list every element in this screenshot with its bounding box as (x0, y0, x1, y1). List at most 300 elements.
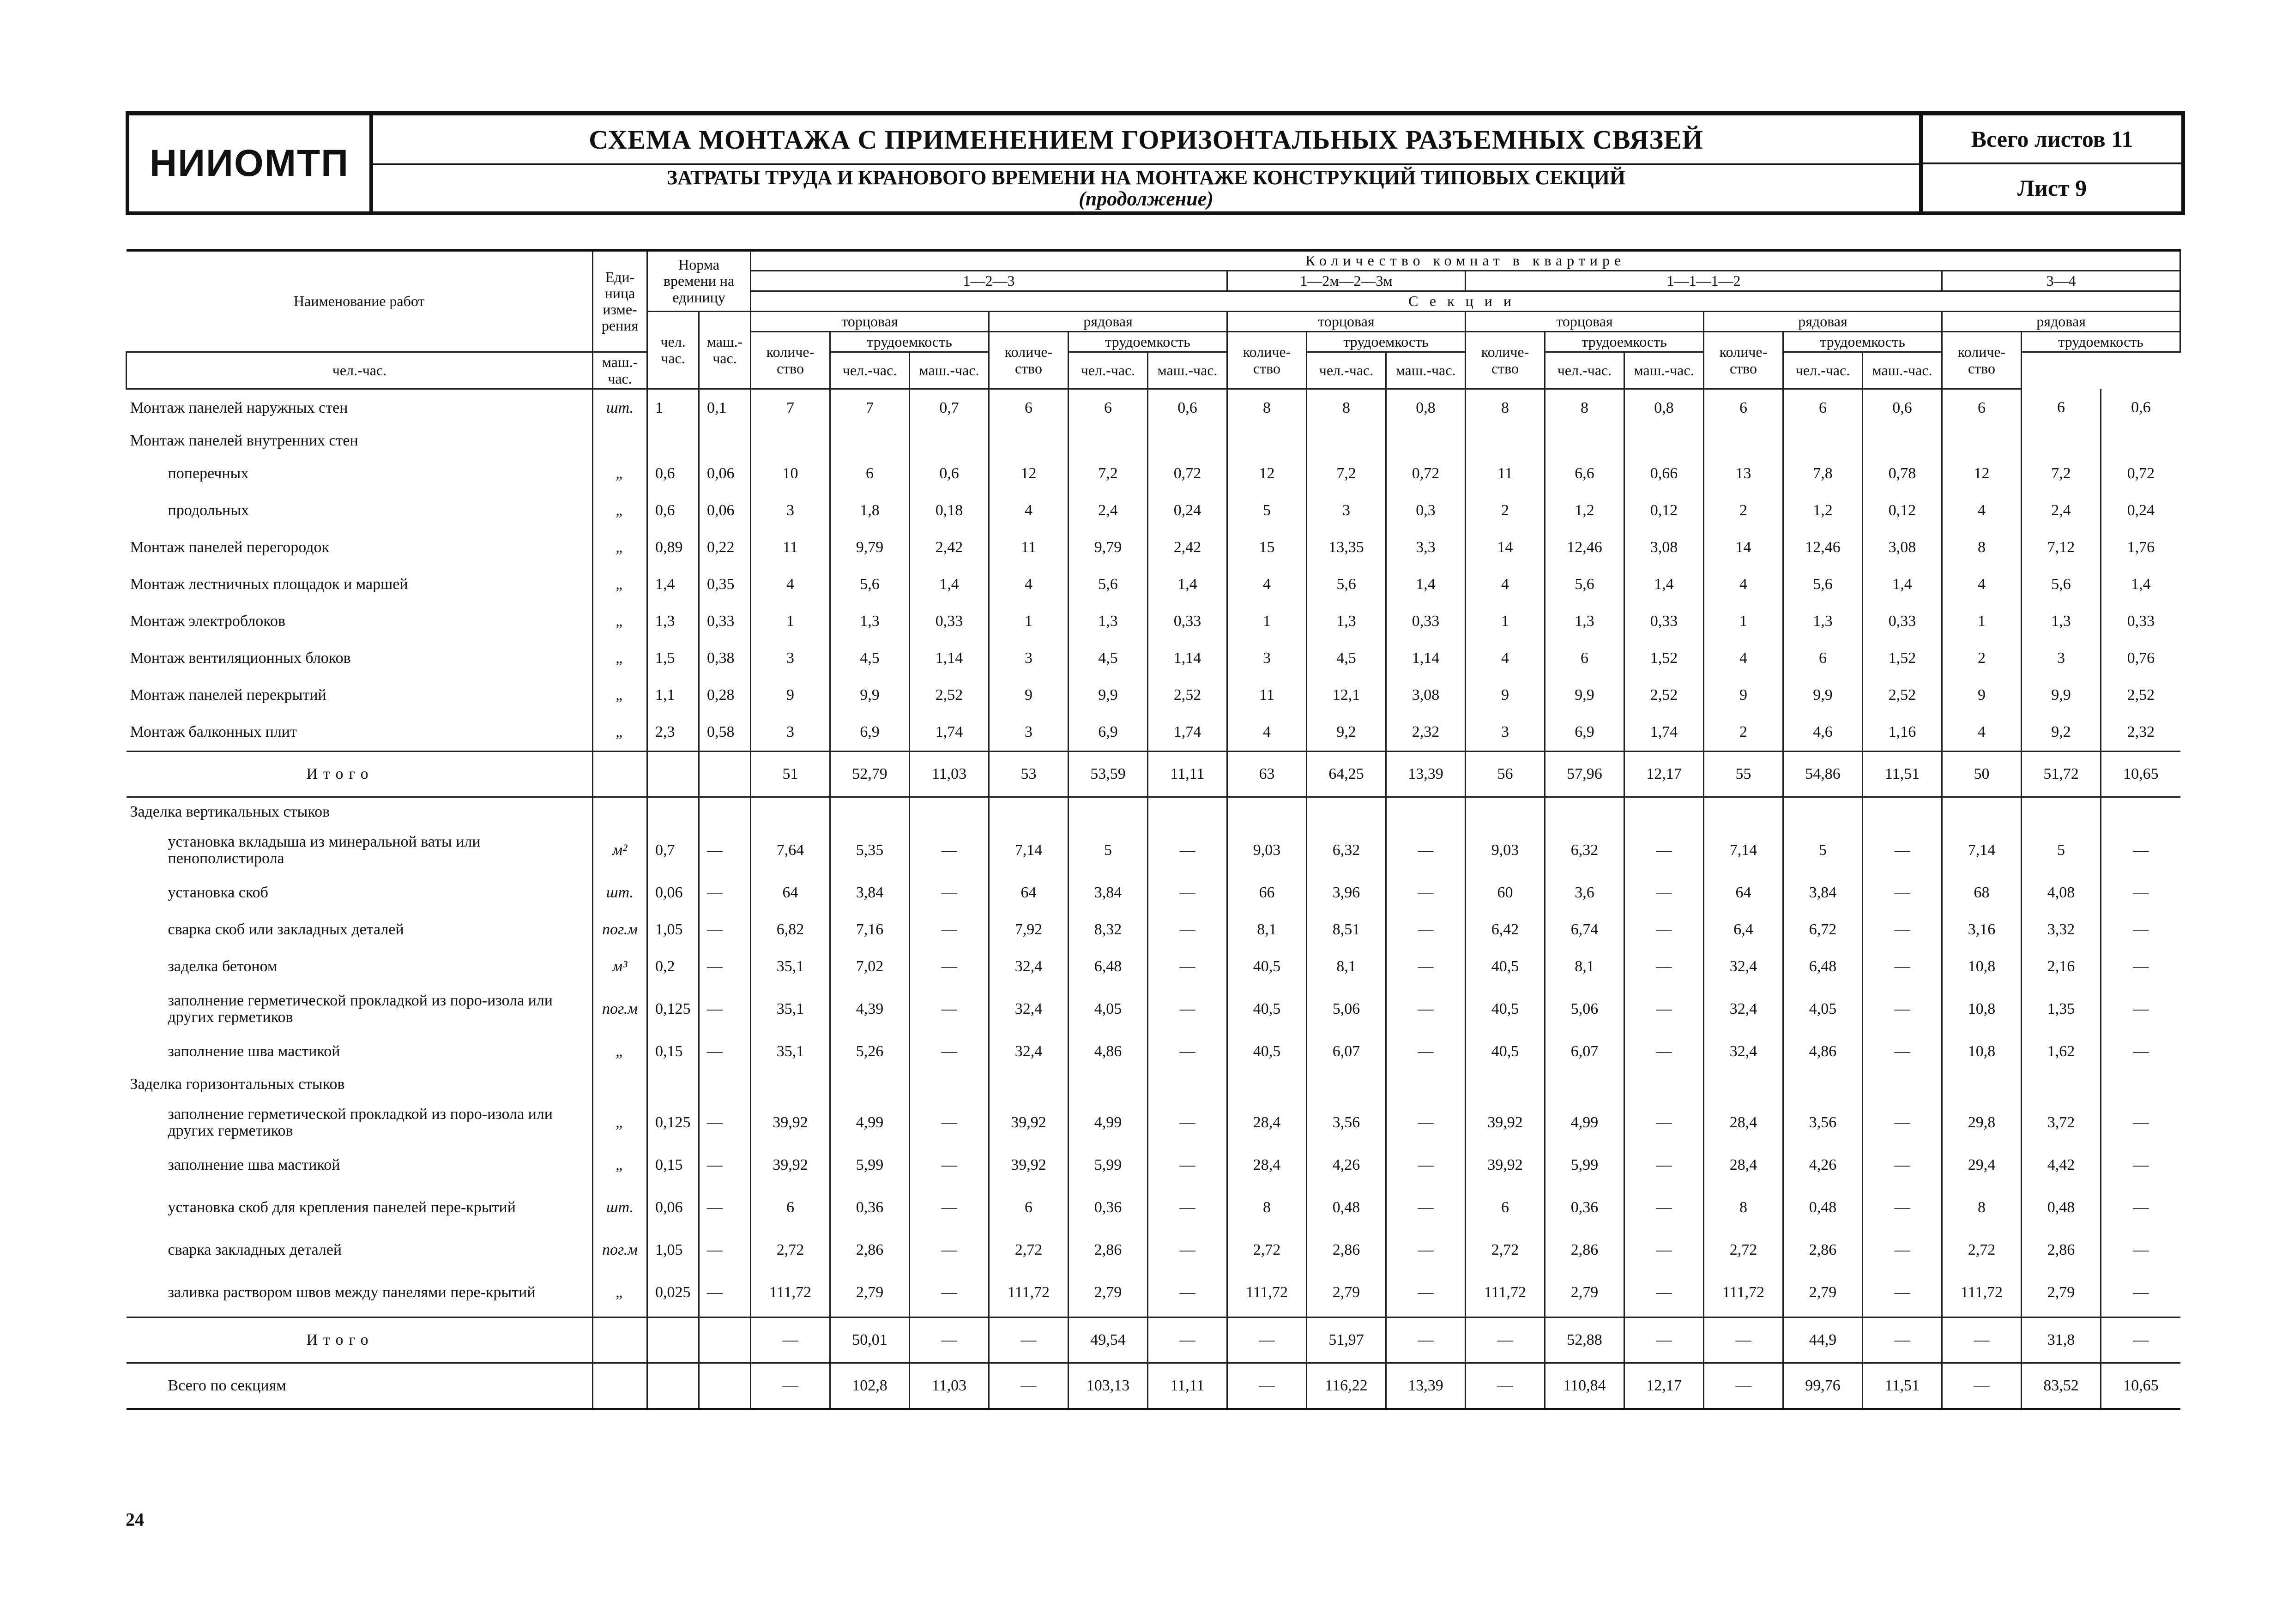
unit-cell: „ (593, 1269, 647, 1317)
labor-mach-cell: — (2101, 1033, 2180, 1070)
table-row (127, 529, 2180, 566)
labor-man-cell: 6,72 (1783, 911, 1863, 948)
qty-cell: 1 (751, 603, 830, 640)
qty-cell: 68 (1942, 874, 2022, 911)
labor-man-cell (830, 1070, 910, 1099)
qty-cell: 6 (1466, 1184, 1545, 1232)
qty-cell: 60 (1466, 874, 1545, 911)
labor-man-cell: 9,9 (1069, 677, 1148, 714)
work-name-cell: Монтаж балконных плит (130, 723, 297, 741)
section-type-6: рядовая (1942, 312, 2180, 332)
qty-cell: 9 (1942, 677, 2022, 714)
qty-cell: 39,92 (989, 1147, 1069, 1184)
norm-mach-cell (699, 1070, 751, 1099)
labor-man-cell (1069, 797, 1148, 827)
labor-mach-cell: — (910, 911, 989, 948)
labor-mach-cell: 10,65 (2101, 1363, 2180, 1409)
section-type-3: торцовая (1227, 312, 1466, 332)
labor-mach-cell: 1,14 (910, 640, 989, 677)
table-row (127, 1099, 2180, 1147)
qty-cell: 13 (1704, 455, 1783, 492)
qty-cell: — (1942, 1363, 2022, 1409)
labor-man-cell (2022, 427, 2101, 455)
qty-cell: 2,72 (989, 1232, 1069, 1269)
labor-mach-cell: — (1148, 1232, 1227, 1269)
labor-mach-cell: — (1863, 985, 1942, 1033)
qty-cell: 9 (1704, 677, 1783, 714)
labor-man-cell: 4,5 (830, 640, 910, 677)
labor-mach-header: маш.-час. (1863, 352, 1942, 389)
qty-cell (1942, 427, 2022, 455)
norm-man-cell: 1,1 (647, 677, 699, 714)
unit-cell (593, 797, 647, 827)
labor-man-cell: 54,86 (1783, 752, 1863, 797)
labor-mach-cell: — (1148, 948, 1227, 985)
norm-mach-cell: 0,58 (699, 714, 751, 752)
table-row (127, 455, 2180, 492)
labor-mach-cell: 0,18 (910, 492, 989, 529)
qty-cell: 50 (1942, 752, 2022, 797)
labor-man-cell (2022, 797, 2101, 827)
labor-mach-cell: — (1863, 1317, 1942, 1363)
labor-header: трудоемкость (2022, 332, 2180, 352)
labor-mach-cell: — (910, 985, 989, 1033)
title-block (126, 111, 2185, 215)
unit-cell (593, 1363, 647, 1409)
labor-mach-cell: 1,4 (2101, 566, 2180, 603)
qty-cell: 53 (989, 752, 1069, 797)
labor-mach-cell (1624, 797, 1704, 827)
work-name-cell: заливка раствором швов между панелями пере-крытий (168, 1284, 536, 1301)
unit-cell: м³ (593, 948, 647, 985)
labor-mach-cell (2101, 1070, 2180, 1099)
qty-cell: — (751, 1363, 830, 1409)
labor-man-cell: 7,8 (1783, 455, 1863, 492)
qty-header: количе-ство (1942, 332, 2022, 389)
labor-mach-cell: 11,03 (910, 752, 989, 797)
sheets-total: Всего листов 11 (1923, 115, 2181, 164)
group-header-3: 1—1—1—2 (1466, 271, 1942, 291)
unit-cell: пог.м (593, 985, 647, 1033)
labor-man-cell: 0,36 (1069, 1184, 1148, 1232)
section-type-2: рядовая (989, 312, 1227, 332)
rooms-header: Количество комнат в квартире (751, 251, 2180, 271)
labor-mach-cell: 0,72 (2101, 455, 2180, 492)
qty-cell: 8 (1227, 1184, 1307, 1232)
labor-man-cell (1545, 427, 1624, 455)
labor-man-cell: 6,9 (830, 714, 910, 752)
norm-man-cell: 2,3 (647, 714, 699, 752)
labor-man-cell: 2,79 (1545, 1269, 1624, 1317)
labor-man-cell: 4,08 (2022, 874, 2101, 911)
labor-man-cell: 4,6 (1783, 714, 1863, 752)
labor-man-cell: 2,86 (1307, 1232, 1386, 1269)
qty-cell: 11 (1466, 455, 1545, 492)
qty-cell (1227, 427, 1307, 455)
qty-cell: 3 (1227, 640, 1307, 677)
labor-man-cell: 12,46 (1545, 529, 1624, 566)
labor-mach-cell: 0,33 (1624, 603, 1704, 640)
labor-man-cell: 8,1 (1545, 948, 1624, 985)
qty-cell: 3,16 (1942, 911, 2022, 948)
labor-man-cell: 64,25 (1307, 752, 1386, 797)
qty-cell: 11 (751, 529, 830, 566)
qty-cell: 9 (1466, 677, 1545, 714)
labor-man-cell: 103,13 (1069, 1363, 1148, 1409)
qty-cell: 3 (751, 492, 830, 529)
labor-mach-cell: 0,6 (1148, 389, 1227, 427)
labor-mach-cell: — (1386, 985, 1466, 1033)
labor-man-cell (1307, 1070, 1386, 1099)
col-name-header: Наименование работ (127, 251, 593, 352)
qty-cell: 12 (1942, 455, 2022, 492)
qty-header: количе-ство (751, 332, 830, 389)
qty-cell: 63 (1227, 752, 1307, 797)
labor-mach-cell: 0,33 (1148, 603, 1227, 640)
labor-man-cell: 2,4 (2022, 492, 2101, 529)
labor-man-cell: 6 (1069, 389, 1148, 427)
labor-man-cell: 2,86 (1069, 1232, 1148, 1269)
qty-cell (989, 427, 1069, 455)
labor-mach-cell: — (1148, 911, 1227, 948)
qty-cell: 32,4 (989, 1033, 1069, 1070)
labor-mach-cell (2101, 427, 2180, 455)
qty-cell: 7,92 (989, 911, 1069, 948)
org-name: НИИОМТП (129, 115, 373, 211)
norm-mach-cell: — (699, 911, 751, 948)
labor-mach-cell: 1,4 (1624, 566, 1704, 603)
labor-man-cell: 110,84 (1545, 1363, 1624, 1409)
qty-cell: 28,4 (1704, 1147, 1783, 1184)
qty-cell (989, 797, 1069, 827)
labor-man-cell: 1,2 (1545, 492, 1624, 529)
qty-cell: 55 (1704, 752, 1783, 797)
qty-header: количе-ство (1466, 332, 1545, 389)
labor-man-cell: 4,5 (1069, 640, 1148, 677)
work-name-cell: установка скоб для крепления панелей пере-крытий (168, 1199, 516, 1216)
labor-man-cell: 2,4 (1069, 492, 1148, 529)
labor-mach-cell: 11,11 (1148, 1363, 1227, 1409)
qty-cell: 7,14 (1704, 826, 1783, 874)
qty-cell: 6 (1704, 389, 1783, 427)
labor-man-cell: 4,05 (1069, 985, 1148, 1033)
labor-mach-cell: — (1624, 1184, 1704, 1232)
labor-man-cell: 5,6 (1069, 566, 1148, 603)
qty-cell: 64 (751, 874, 830, 911)
unit-cell (593, 1070, 647, 1099)
labor-mach-cell: 0,33 (1863, 603, 1942, 640)
document-subtitle-block (373, 165, 1919, 211)
qty-cell: 32,4 (1704, 985, 1783, 1033)
unit-cell (593, 427, 647, 455)
qty-cell: 1 (1227, 603, 1307, 640)
labor-man-cell: 9,2 (2022, 714, 2101, 752)
labor-man-cell: 6 (1783, 640, 1863, 677)
labor-mach-cell: — (2101, 1232, 2180, 1269)
table-row (127, 603, 2180, 640)
qty-cell: 39,92 (1466, 1099, 1545, 1147)
labor-mach-cell: — (1624, 1147, 1704, 1184)
labor-man-cell: 31,8 (2022, 1317, 2101, 1363)
norm-man-cell: 0,15 (647, 1033, 699, 1070)
labor-man-cell: 7,2 (1307, 455, 1386, 492)
labor-man-cell: 6,74 (1545, 911, 1624, 948)
labor-mach-cell: — (1148, 1099, 1227, 1147)
labor-mach-cell: 1,52 (1624, 640, 1704, 677)
labor-man-cell: 8,51 (1307, 911, 1386, 948)
labor-mach-cell (2101, 797, 2180, 827)
labor-man-cell: 6,32 (1545, 826, 1624, 874)
labor-man-cell: 2,86 (2022, 1232, 2101, 1269)
labor-mach-cell: 0,8 (1624, 389, 1704, 427)
title-area (373, 115, 1919, 211)
group-header-2: 1—2м—2—3м (1227, 271, 1466, 291)
labor-man-cell: 8 (1307, 389, 1386, 427)
labor-mach-cell: — (2101, 1099, 2180, 1147)
qty-cell: 111,72 (989, 1269, 1069, 1317)
qty-cell (1466, 1070, 1545, 1099)
qty-cell (1942, 1070, 2022, 1099)
labor-man-cell: 3,56 (1783, 1099, 1863, 1147)
qty-cell: 66 (1227, 874, 1307, 911)
qty-cell: 6 (989, 389, 1069, 427)
norm-mach-cell: 0,1 (699, 389, 751, 427)
labor-man-cell: 4,86 (1069, 1033, 1148, 1070)
work-name-cell: Монтаж панелей внутренних стен (130, 432, 358, 450)
labor-man-cell: 5,06 (1307, 985, 1386, 1033)
table-row (127, 797, 2180, 827)
labor-mach-cell: — (1624, 1269, 1704, 1317)
table-row (127, 1184, 2180, 1232)
labor-man-cell: 1,8 (830, 492, 910, 529)
table-row (127, 427, 2180, 455)
unit-cell: „ (593, 1099, 647, 1147)
qty-cell: 39,92 (751, 1147, 830, 1184)
qty-cell: — (1466, 1317, 1545, 1363)
work-name-cell: установка скоб (168, 884, 268, 902)
norm-man-cell (647, 1070, 699, 1099)
labor-man-cell: 1,3 (1545, 603, 1624, 640)
labor-man-cell: 9,79 (830, 529, 910, 566)
labor-mach-cell: 13,39 (1386, 752, 1466, 797)
page-number: 24 (126, 1509, 144, 1530)
labor-mach-cell: 2,32 (1386, 714, 1466, 752)
labor-mach-cell: — (1624, 1099, 1704, 1147)
labor-man-cell: 3 (1307, 492, 1386, 529)
labor-man-cell: 2,16 (2022, 948, 2101, 985)
qty-cell: 39,92 (1466, 1147, 1545, 1184)
norm-mach-cell: — (699, 826, 751, 874)
labor-mach-cell: — (1863, 1232, 1942, 1269)
labor-mach-cell: — (910, 1099, 989, 1147)
labor-mach-cell: 0,78 (1863, 455, 1942, 492)
labor-mach-cell (910, 1070, 989, 1099)
labor-man-cell: 4,99 (1069, 1099, 1148, 1147)
labor-mach-cell: — (1148, 1317, 1227, 1363)
norm-man-cell (647, 1317, 699, 1363)
labor-mach-cell: — (1624, 826, 1704, 874)
labor-man-cell: 4,26 (1783, 1147, 1863, 1184)
norm-man-cell: 0,06 (647, 1184, 699, 1232)
labor-mach-cell (1148, 427, 1227, 455)
work-name-cell: Всего по секциям (127, 1363, 593, 1409)
labor-man-cell: 12,46 (1783, 529, 1863, 566)
labor-man-cell: 2,79 (1783, 1269, 1863, 1317)
labor-mach-cell: — (1624, 1232, 1704, 1269)
labor-man-cell: 5,6 (830, 566, 910, 603)
norm-mach-cell: — (699, 948, 751, 985)
labor-man-cell: 8 (1545, 389, 1624, 427)
labor-man-cell: 1,35 (2022, 985, 2101, 1033)
qty-cell: 6,42 (1466, 911, 1545, 948)
qty-cell (989, 1070, 1069, 1099)
qty-cell: 4 (989, 492, 1069, 529)
labor-mach-cell (1386, 797, 1466, 827)
qty-cell: 10 (751, 455, 830, 492)
norm-mach-cell: — (699, 1033, 751, 1070)
qty-cell: 4 (751, 566, 830, 603)
labor-man-header: чел.-час. (830, 352, 910, 389)
work-name-cell: Монтаж панелей перекрытий (130, 686, 326, 704)
labor-man-cell: 3,96 (1307, 874, 1386, 911)
qty-cell: 1 (1942, 603, 2022, 640)
qty-cell: 32,4 (1704, 948, 1783, 985)
unit-cell: „ (593, 677, 647, 714)
labor-man-cell: 7 (830, 389, 910, 427)
unit-cell: „ (593, 492, 647, 529)
qty-cell (1466, 797, 1545, 827)
qty-cell: 28,4 (1227, 1147, 1307, 1184)
qty-cell: 4 (1942, 566, 2022, 603)
labor-mach-cell: 1,14 (1148, 640, 1227, 677)
labor-man-cell (1545, 1070, 1624, 1099)
qty-cell: 29,4 (1942, 1147, 2022, 1184)
labor-mach-cell: 1,4 (1863, 566, 1942, 603)
qty-cell: 39,92 (989, 1099, 1069, 1147)
norm-mach-cell: 0,35 (699, 566, 751, 603)
group-header-1: 1—2—3 (751, 271, 1227, 291)
norm-man-cell: 0,2 (647, 948, 699, 985)
table-row (127, 1033, 2180, 1070)
labor-man-cell: 6,48 (1069, 948, 1148, 985)
labor-man-cell: 2,86 (830, 1232, 910, 1269)
labor-mach-cell: 0,24 (1148, 492, 1227, 529)
labor-mach-cell (910, 427, 989, 455)
labor-man-cell: 6,9 (1069, 714, 1148, 752)
qty-cell: — (989, 1317, 1069, 1363)
norm-mach-cell: — (699, 1232, 751, 1269)
table-row (127, 677, 2180, 714)
col-norm-mach-header: маш.-час. (699, 312, 751, 389)
labor-man-cell: 2,86 (1545, 1232, 1624, 1269)
norm-man-cell: 0,7 (647, 826, 699, 874)
labor-man-cell (1307, 427, 1386, 455)
qty-cell: 11 (1227, 677, 1307, 714)
qty-header: количе-ство (1704, 332, 1783, 389)
labor-man-cell (1783, 797, 1863, 827)
qty-cell: 4 (1466, 566, 1545, 603)
qty-cell: 51 (751, 752, 830, 797)
norm-man-cell: 0,89 (647, 529, 699, 566)
labor-man-cell: 5 (2022, 826, 2101, 874)
labor-mach-cell: — (1624, 1317, 1704, 1363)
qty-cell: 10,8 (1942, 948, 2022, 985)
qty-cell: 6,4 (1704, 911, 1783, 948)
document-subtitle: ЗАТРАТЫ ТРУДА И КРАНОВОГО ВРЕМЕНИ НА МОНТАЖЕ КОНСТРУКЦИЙ ТИПОВЫХ СЕКЦИЙ (666, 166, 1626, 189)
labor-mach-cell: — (1386, 1184, 1466, 1232)
labor-mach-cell: — (1863, 1184, 1942, 1232)
qty-cell (1942, 797, 2022, 827)
labor-man-cell: 8,1 (1307, 948, 1386, 985)
labor-man-cell: 5,35 (830, 826, 910, 874)
qty-cell: 32,4 (1704, 1033, 1783, 1070)
labor-man-cell: 51,72 (2022, 752, 2101, 797)
work-name-cell: сварка скоб или закладных деталей (168, 921, 404, 938)
work-name-cell: заполнение герметической прокладкой из поро-изола или других герметиков (168, 992, 553, 1026)
labor-mach-cell: 2,32 (2101, 714, 2180, 752)
unit-cell: „ (593, 640, 647, 677)
labor-mach-cell: 1,4 (1386, 566, 1466, 603)
labor-header: трудоемкость (1307, 332, 1466, 352)
labor-man-cell: 2,79 (1307, 1269, 1386, 1317)
labor-man-cell: 1,3 (1307, 603, 1386, 640)
labor-mach-cell: 1,14 (1386, 640, 1466, 677)
labor-mach-cell: — (1148, 985, 1227, 1033)
norm-mach-cell: 0,38 (699, 640, 751, 677)
labor-mach-cell: 0,66 (1624, 455, 1704, 492)
labor-mach-cell: 13,39 (1386, 1363, 1466, 1409)
labor-mach-cell (1148, 797, 1227, 827)
labor-man-cell (1069, 1070, 1148, 1099)
labor-man-cell: 1,3 (830, 603, 910, 640)
labor-mach-cell: — (1386, 1099, 1466, 1147)
labor-mach-cell: 3,08 (1386, 677, 1466, 714)
table-row (127, 1147, 2180, 1184)
labor-mach-cell: — (1386, 1269, 1466, 1317)
work-name-cell: заполнение герметической прокладкой из поро-изола или других герметиков (168, 1106, 553, 1139)
labor-mach-cell: 0,33 (1386, 603, 1466, 640)
labor-man-cell: 9,79 (1069, 529, 1148, 566)
labor-man-cell (1069, 427, 1148, 455)
qty-cell: 32,4 (989, 948, 1069, 985)
labor-mach-cell (1863, 427, 1942, 455)
qty-cell: 3 (989, 640, 1069, 677)
table-row (127, 714, 2180, 752)
norm-mach-cell (699, 797, 751, 827)
qty-cell: 4 (1704, 640, 1783, 677)
norm-mach-cell: 0,06 (699, 492, 751, 529)
labor-man-cell: 4,99 (1545, 1099, 1624, 1147)
labor-mach-cell: 12,17 (1624, 1363, 1704, 1409)
labor-man-cell: 1,3 (1783, 603, 1863, 640)
qty-cell: 3 (989, 714, 1069, 752)
labor-man-cell: 6 (1783, 389, 1863, 427)
labor-mach-cell (910, 797, 989, 827)
labor-man-cell: 53,59 (1069, 752, 1148, 797)
labor-mach-cell: — (1863, 874, 1942, 911)
labor-mach-cell: — (1386, 1317, 1466, 1363)
qty-cell: 4 (1704, 566, 1783, 603)
labor-mach-cell: 0,33 (910, 603, 989, 640)
labor-mach-cell: — (910, 874, 989, 911)
qty-header: количе-ство (989, 332, 1069, 389)
norm-man-cell: 1 (647, 389, 699, 427)
labor-man-cell: 3,6 (1545, 874, 1624, 911)
qty-cell: 56 (1466, 752, 1545, 797)
labor-mach-cell: — (910, 948, 989, 985)
labor-man-cell: 6 (830, 455, 910, 492)
labor-man-header: чел.-час. (1545, 352, 1624, 389)
